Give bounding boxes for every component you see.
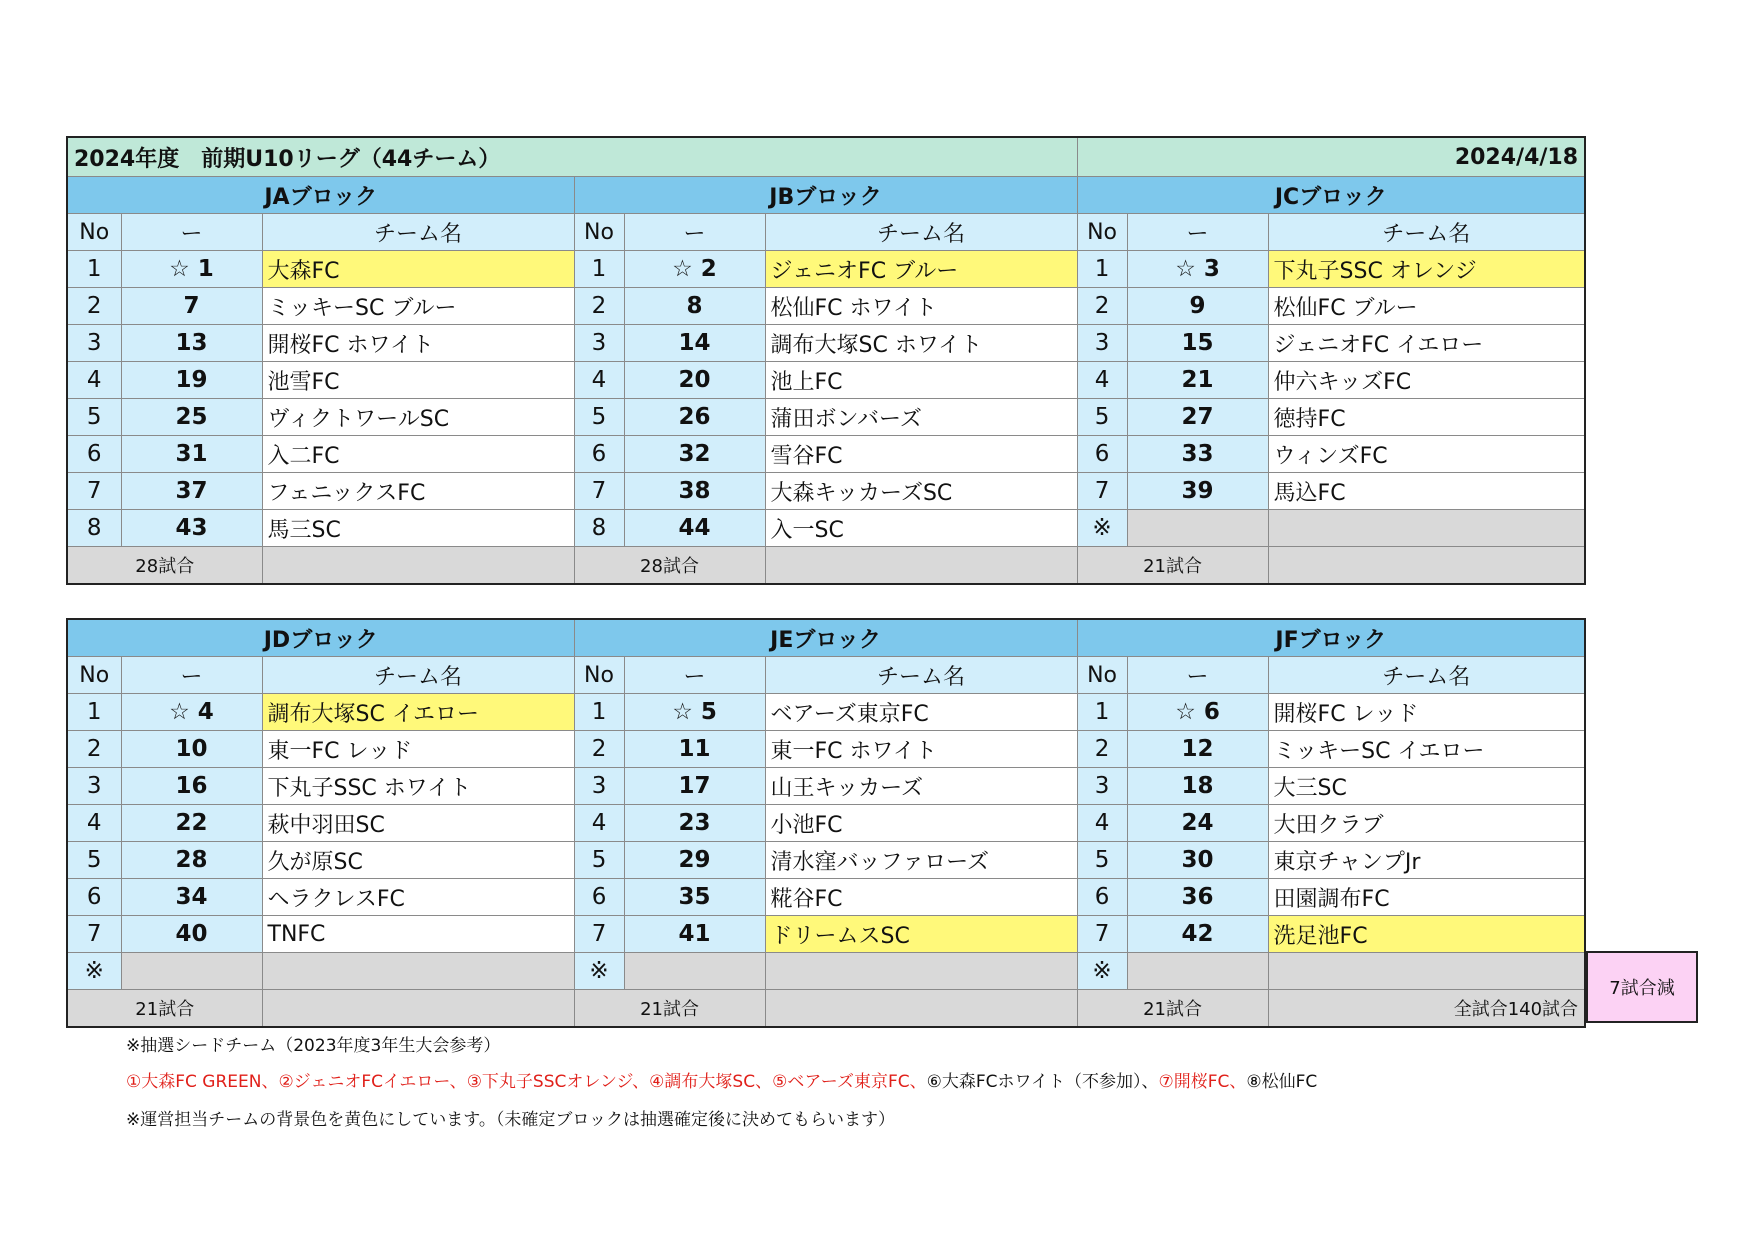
column-header-seed: ー xyxy=(1127,657,1268,694)
row-number: 4 xyxy=(67,362,121,399)
table-row xyxy=(67,842,1585,879)
table-row xyxy=(67,510,1585,547)
row-number: 6 xyxy=(574,879,624,916)
row-number: 4 xyxy=(67,805,121,842)
team-name: 東京チャンプJr xyxy=(1268,842,1585,879)
seed-number: 8 xyxy=(624,288,765,325)
row-number: 8 xyxy=(67,510,121,547)
seed-number: 39 xyxy=(1127,473,1268,510)
team-name: 下丸子SSC ホワイト xyxy=(262,768,574,805)
seed-number: 25 xyxy=(121,399,262,436)
team-name xyxy=(1268,510,1585,547)
block-header: JAブロック xyxy=(67,177,574,214)
games-extra xyxy=(765,547,1077,585)
row-number: ※ xyxy=(67,953,121,990)
table-row xyxy=(67,805,1585,842)
team-name: 東一FC レッド xyxy=(262,731,574,768)
column-header-no: No xyxy=(1077,214,1127,251)
seed-number: 12 xyxy=(1127,731,1268,768)
seed-team-entry: ⑦開桜FC、 xyxy=(1158,1072,1247,1092)
seed-number: 27 xyxy=(1127,399,1268,436)
seed-number: 11 xyxy=(624,731,765,768)
table-row xyxy=(67,436,1585,473)
row-number: 7 xyxy=(67,916,121,953)
seed-number: 10 xyxy=(121,731,262,768)
team-name: 徳持FC xyxy=(1268,399,1585,436)
team-name: 大三SC xyxy=(1268,768,1585,805)
row-number: 4 xyxy=(574,805,624,842)
team-name: ミッキーSC イエロー xyxy=(1268,731,1585,768)
team-name xyxy=(262,953,574,990)
team-name: 池雪FC xyxy=(262,362,574,399)
team-name: 洗足池FC xyxy=(1268,916,1585,953)
column-header-team: チーム名 xyxy=(262,657,574,694)
column-header-team: チーム名 xyxy=(1268,214,1585,251)
row-number: 7 xyxy=(574,916,624,953)
column-header-seed: ー xyxy=(121,214,262,251)
row-number: 1 xyxy=(1077,251,1127,288)
seed-number: ☆ 3 xyxy=(1127,251,1268,288)
row-number: ※ xyxy=(1077,510,1127,547)
seed-number: ☆ 4 xyxy=(121,694,262,731)
seed-number xyxy=(121,953,262,990)
seed-number: 23 xyxy=(624,805,765,842)
table-row xyxy=(67,251,1585,288)
column-header-seed: ー xyxy=(1127,214,1268,251)
block-header: JEブロック xyxy=(574,619,1077,657)
column-header-team: チーム名 xyxy=(1268,657,1585,694)
team-name: 松仙FC ホワイト xyxy=(765,288,1077,325)
team-name: 入一SC xyxy=(765,510,1077,547)
team-name: フェニックスFC xyxy=(262,473,574,510)
table-row xyxy=(67,362,1585,399)
team-name: 開桜FC レッド xyxy=(1268,694,1585,731)
row-number: 5 xyxy=(67,842,121,879)
team-name: 大森キッカーズSC xyxy=(765,473,1077,510)
row-number: 3 xyxy=(574,768,624,805)
row-number: 5 xyxy=(574,399,624,436)
row-number: 6 xyxy=(574,436,624,473)
seed-number: 15 xyxy=(1127,325,1268,362)
row-number: 7 xyxy=(1077,916,1127,953)
team-name: 田園調布FC xyxy=(1268,879,1585,916)
team-name: 大森FC xyxy=(262,251,574,288)
seed-number: 37 xyxy=(121,473,262,510)
row-number: 4 xyxy=(1077,362,1127,399)
team-name: 馬三SC xyxy=(262,510,574,547)
row-number: 3 xyxy=(1077,325,1127,362)
table-title: 2024年度 前期U10リーグ（44チーム） xyxy=(67,137,1077,177)
row-number: 5 xyxy=(1077,842,1127,879)
seed-team-entry: ②ジェニオFCイエロー、 xyxy=(278,1072,467,1092)
seed-number: 26 xyxy=(624,399,765,436)
row-number: 8 xyxy=(574,510,624,547)
row-number: 2 xyxy=(67,731,121,768)
games-count: 21試合 xyxy=(67,990,262,1028)
seed-number: 33 xyxy=(1127,436,1268,473)
row-number: 3 xyxy=(67,768,121,805)
row-number: 5 xyxy=(574,842,624,879)
row-number: 6 xyxy=(1077,436,1127,473)
seed-number: 42 xyxy=(1127,916,1268,953)
row-number: 1 xyxy=(67,694,121,731)
seed-note-title: ※抽選シードチーム（2023年度3年生大会参考） xyxy=(126,1036,501,1056)
row-number: 5 xyxy=(1077,399,1127,436)
footer-note: ※運営担当チームの背景色を黄色にしています。（未確定ブロックは抽選確定後に決めてもらいます） xyxy=(126,1110,896,1130)
games-extra xyxy=(262,547,574,585)
seed-team-entry: ①大森FC GREEN、 xyxy=(126,1072,279,1092)
bottom-league-table xyxy=(66,618,1586,1028)
seed-number: 7 xyxy=(121,288,262,325)
team-name: 久が原SC xyxy=(262,842,574,879)
team-name: 清水窪バッファローズ xyxy=(765,842,1077,879)
team-name xyxy=(765,953,1077,990)
seed-number: 22 xyxy=(121,805,262,842)
team-name xyxy=(1268,953,1585,990)
team-name: 雪谷FC xyxy=(765,436,1077,473)
seed-number: ☆ 1 xyxy=(121,251,262,288)
seed-team-entry: ③下丸子SSCオレンジ、 xyxy=(466,1072,650,1092)
team-name: 萩中羽田SC xyxy=(262,805,574,842)
games-extra xyxy=(1268,547,1585,585)
block-header: JBブロック xyxy=(574,177,1077,214)
seed-number xyxy=(1127,953,1268,990)
team-name: 仲六キッズFC xyxy=(1268,362,1585,399)
row-number: 2 xyxy=(1077,288,1127,325)
seed-number: 18 xyxy=(1127,768,1268,805)
seed-number: 40 xyxy=(121,916,262,953)
seed-number: 43 xyxy=(121,510,262,547)
table-row xyxy=(67,953,1585,990)
row-number: 2 xyxy=(574,731,624,768)
row-number: 3 xyxy=(1077,768,1127,805)
row-number: 2 xyxy=(1077,731,1127,768)
top-league-table xyxy=(66,136,1586,585)
column-header-seed: ー xyxy=(624,214,765,251)
reduced-games-box: 7試合減 xyxy=(1586,951,1698,1023)
row-number: 4 xyxy=(1077,805,1127,842)
team-name: 開桜FC ホワイト xyxy=(262,325,574,362)
seed-number: 21 xyxy=(1127,362,1268,399)
seed-number: 19 xyxy=(121,362,262,399)
seed-number: 31 xyxy=(121,436,262,473)
games-extra xyxy=(765,990,1077,1028)
seed-number: ☆ 6 xyxy=(1127,694,1268,731)
column-header-no: No xyxy=(574,657,624,694)
team-name: 小池FC xyxy=(765,805,1077,842)
row-number: 1 xyxy=(1077,694,1127,731)
seed-team-entry: ⑤ベアーズ東京FC、 xyxy=(772,1072,927,1092)
column-header-team: チーム名 xyxy=(765,657,1077,694)
table-row xyxy=(67,325,1585,362)
seed-number: 34 xyxy=(121,879,262,916)
seed-number: 13 xyxy=(121,325,262,362)
row-number: 3 xyxy=(67,325,121,362)
row-number: 7 xyxy=(1077,473,1127,510)
column-header-no: No xyxy=(67,657,121,694)
seed-number: 41 xyxy=(624,916,765,953)
column-header-no: No xyxy=(574,214,624,251)
team-name: ジェニオFC イエロー xyxy=(1268,325,1585,362)
seed-number: 35 xyxy=(624,879,765,916)
seed-number: 17 xyxy=(624,768,765,805)
row-number: 2 xyxy=(67,288,121,325)
row-number: 6 xyxy=(67,436,121,473)
seed-number: 44 xyxy=(624,510,765,547)
seed-number: 36 xyxy=(1127,879,1268,916)
seed-number: 30 xyxy=(1127,842,1268,879)
seed-number: 14 xyxy=(624,325,765,362)
team-name: ベアーズ東京FC xyxy=(765,694,1077,731)
seed-number xyxy=(1127,510,1268,547)
seed-team-list xyxy=(126,1067,1317,1092)
team-name: ヴィクトワールSC xyxy=(262,399,574,436)
team-name: 調布大塚SC ホワイト xyxy=(765,325,1077,362)
seed-number xyxy=(624,953,765,990)
seed-number: ☆ 2 xyxy=(624,251,765,288)
seed-number: 9 xyxy=(1127,288,1268,325)
team-name: ウィンズFC xyxy=(1268,436,1585,473)
table-row xyxy=(67,694,1585,731)
seed-number: 20 xyxy=(624,362,765,399)
row-number: ※ xyxy=(574,953,624,990)
column-header-team: チーム名 xyxy=(765,214,1077,251)
column-header-no: No xyxy=(67,214,121,251)
team-name: ドリームスSC xyxy=(765,916,1077,953)
row-number: 2 xyxy=(574,288,624,325)
row-number: 7 xyxy=(67,473,121,510)
table-row xyxy=(67,916,1585,953)
column-header-seed: ー xyxy=(624,657,765,694)
games-count: 21試合 xyxy=(1077,990,1268,1028)
seed-number: 38 xyxy=(624,473,765,510)
team-name: 蒲田ボンバーズ xyxy=(765,399,1077,436)
games-count: 28試合 xyxy=(574,547,765,585)
team-name: ミッキーSC ブルー xyxy=(262,288,574,325)
block-header: JFブロック xyxy=(1077,619,1585,657)
column-header-no: No xyxy=(1077,657,1127,694)
team-name: ヘラクレスFC xyxy=(262,879,574,916)
games-count: 21試合 xyxy=(1077,547,1268,585)
team-name: 池上FC xyxy=(765,362,1077,399)
games-count: 21試合 xyxy=(574,990,765,1028)
table-row xyxy=(67,399,1585,436)
games-count: 28試合 xyxy=(67,547,262,585)
team-name: 大田クラブ xyxy=(1268,805,1585,842)
block-header: JCブロック xyxy=(1077,177,1585,214)
row-number: 4 xyxy=(574,362,624,399)
row-number: 1 xyxy=(574,251,624,288)
team-name: 山王キッカーズ xyxy=(765,768,1077,805)
block-header: JDブロック xyxy=(67,619,574,657)
row-number: 7 xyxy=(574,473,624,510)
column-header-team: チーム名 xyxy=(262,214,574,251)
seed-number: ☆ 5 xyxy=(624,694,765,731)
row-number: 1 xyxy=(574,694,624,731)
seed-team-entry: ⑥大森FCホワイト（不参加）、 xyxy=(926,1072,1159,1092)
table-row xyxy=(67,473,1585,510)
seed-number: 32 xyxy=(624,436,765,473)
row-number: 6 xyxy=(67,879,121,916)
row-number: 1 xyxy=(67,251,121,288)
seed-number: 28 xyxy=(121,842,262,879)
row-number: 6 xyxy=(1077,879,1127,916)
team-name: 松仙FC ブルー xyxy=(1268,288,1585,325)
team-name: 調布大塚SC イエロー xyxy=(262,694,574,731)
row-number: ※ xyxy=(1077,953,1127,990)
seed-number: 24 xyxy=(1127,805,1268,842)
games-extra xyxy=(262,990,574,1028)
team-name: 糀谷FC xyxy=(765,879,1077,916)
seed-team-entry: ⑧松仙FC xyxy=(1246,1072,1318,1092)
team-name: 東一FC ホワイト xyxy=(765,731,1077,768)
table-row xyxy=(67,768,1585,805)
team-name: 入二FC xyxy=(262,436,574,473)
seed-number: 16 xyxy=(121,768,262,805)
seed-number: 29 xyxy=(624,842,765,879)
team-name: 下丸子SSC オレンジ xyxy=(1268,251,1585,288)
table-row xyxy=(67,288,1585,325)
row-number: 3 xyxy=(574,325,624,362)
row-number: 5 xyxy=(67,399,121,436)
table-date: 2024/4/18 xyxy=(1077,137,1585,177)
team-name: TNFC xyxy=(262,916,574,953)
column-header-seed: ー xyxy=(121,657,262,694)
team-name: ジェニオFC ブルー xyxy=(765,251,1077,288)
seed-team-entry: ④調布大塚SC、 xyxy=(649,1072,773,1092)
table-row xyxy=(67,731,1585,768)
team-name: 馬込FC xyxy=(1268,473,1585,510)
table-row xyxy=(67,879,1585,916)
games-extra: 全試合140試合 xyxy=(1268,990,1585,1028)
